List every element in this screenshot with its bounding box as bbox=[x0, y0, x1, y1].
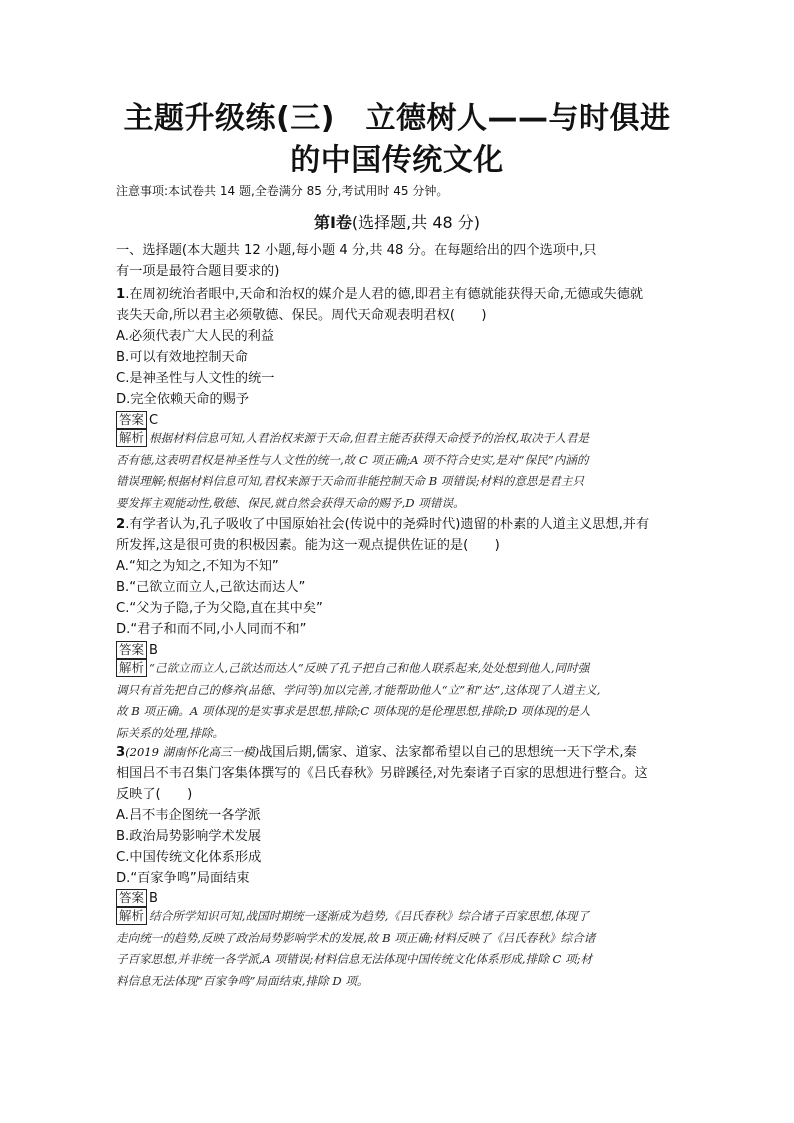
page-title-line-1: 主题升级练(三) 立德树人——与时俱进 bbox=[123, 101, 671, 136]
question-1-option-a: A.必须代表广大人民的利益 bbox=[116, 329, 275, 344]
explanation-text: “己欲立而立人,己欲达而达人”反映了孔子把自己和他人联系起来,处处想到他人,同时强 bbox=[149, 661, 590, 675]
question-1-option-d: D.完全依赖天命的赐予 bbox=[116, 392, 250, 407]
part-heading bbox=[0, 212, 794, 234]
question-1-stem-2: 丧失天命,所以君主必须敬德、保民。周代天命观表明君权( ) bbox=[116, 308, 487, 323]
question-2-option-c: C.“父为子隐,子为父隐,直在其中矣” bbox=[116, 601, 323, 616]
answer-value: B bbox=[149, 643, 158, 658]
page-title-line-2: 的中国传统文化 bbox=[290, 143, 504, 178]
explanation-line: 错误理解;根据材料信息可知,君权来源于天命而非能控制天命 B 项错误;材料的意思是君主只 bbox=[116, 474, 584, 488]
section-intro-line-1: 一、选择题(本大题共 12 小题,每小题 4 分,共 48 分。在每题给出的四个选项中,只 bbox=[116, 243, 597, 258]
question-text: 战国后期,儒家、道家、法家都希望以自己的思想统一天下学术,秦 bbox=[259, 745, 637, 760]
question-number: 1 bbox=[116, 287, 126, 302]
question-text: .在周初统治者眼中,天命和治权的媒介是人君的德,即君主有德就能获得天命,无德或失德就 bbox=[125, 287, 644, 302]
explanation-line bbox=[116, 428, 680, 450]
question-text: .有学者认为,孔子吸收了中国原始社会(传说中的尧舜时代)遗留的朴素的人道主义思想,并有 bbox=[125, 517, 650, 532]
notice: 注意事项:本试卷共 14 题,全卷满分 85 分,考试用时 45 分钟。 bbox=[116, 184, 449, 198]
explain-tag: 解析 bbox=[116, 907, 147, 925]
question-source: (2019 湖南怀化高三一模) bbox=[125, 745, 260, 759]
explanation-line: 要发挥主观能动性,敬德、保民,就自然会获得天命的赐予,D 项错误。 bbox=[116, 495, 465, 510]
question-3-stem-1 bbox=[116, 742, 637, 763]
explanation-line: 故 B 项正确。A 项体现的是实事求是思想,排除;C 项体现的是伦理思想,排除;D 项体现的是人 bbox=[116, 704, 591, 718]
question-3-option-c: C.中国传统文化体系形成 bbox=[116, 850, 262, 865]
part-name: 第Ⅰ卷 bbox=[313, 213, 352, 232]
explanation-line: 走向统一的趋势,反映了政治局势影响学术的发展,故 B 项正确;材料反映了《吕氏春秋》综合诸 bbox=[116, 930, 596, 945]
question-3-stem-3: 反映了( ) bbox=[116, 787, 193, 802]
explanation-line: 子百家思想,并非统一各学派,A 项错误;材料信息无法体现中国传统文化体系形成,排除 C 项;材 bbox=[116, 952, 593, 966]
question-3-explanation bbox=[116, 906, 680, 992]
explanation-text: 结合所学知识可知,战国时期统一逐渐成为趋势,《吕氏春秋》综合诸子百家思想,体现了 bbox=[149, 909, 590, 923]
question-1-option-c: C.是神圣性与人文性的统一 bbox=[116, 371, 275, 386]
question-1-option-b: B.可以有效地控制天命 bbox=[116, 350, 248, 365]
answer-tag: 答案 bbox=[116, 641, 147, 659]
question-2-option-d: D.“君子和而不同,小人同而不和” bbox=[116, 622, 307, 637]
part-desc: (选择题,共 48 分) bbox=[351, 213, 481, 232]
question-3-option-a: A.吕不韦企图统一各学派 bbox=[116, 808, 261, 823]
explanation-line bbox=[116, 658, 680, 680]
answer-value: B bbox=[149, 891, 158, 906]
section-intro-line-2: 有一项是最符合题目要求的) bbox=[116, 264, 280, 279]
question-3-option-b: B.政治局势影响学术发展 bbox=[116, 829, 262, 844]
question-number: 3 bbox=[116, 745, 126, 760]
question-3-stem-2: 相国吕不韦召集门客集体撰写的《吕氏春秋》另辟蹊径,对先秦诸子百家的思想进行整合。这 bbox=[116, 766, 648, 781]
answer-tag: 答案 bbox=[116, 889, 147, 907]
question-3-option-d: D.“百家争鸣”局面结束 bbox=[116, 871, 250, 886]
explanation-line: 否有德,这表明君权是神圣性与人文性的统一,故 C 项正确;A 项不符合史实,是对“保民”内涵的 bbox=[116, 452, 589, 467]
explanation-line: 际关系的处理,排除。 bbox=[116, 725, 225, 740]
answer-tag: 答案 bbox=[116, 411, 147, 429]
question-number: 2 bbox=[116, 517, 126, 532]
question-2-explanation bbox=[116, 658, 680, 744]
answer-value: C bbox=[149, 413, 159, 428]
explanation-line bbox=[116, 906, 680, 928]
question-1-stem-1 bbox=[116, 284, 643, 305]
explanation-line: 调只有首先把自己的修养(品德、学问等)加以完善,才能帮助他人“立”和“达”,这体现了人道主义, bbox=[116, 682, 601, 697]
question-1-explanation bbox=[116, 428, 680, 514]
question-2-stem-1 bbox=[116, 514, 649, 535]
question-2-option-a: A.“知之为知之,不知为不知” bbox=[116, 559, 279, 574]
question-2-stem-2: 所发挥,这是很可贵的积极因素。能为这一观点提供佐证的是( ) bbox=[116, 538, 500, 553]
question-2-option-b: B.“己欲立而立人,己欲达而达人” bbox=[116, 580, 306, 595]
explain-tag: 解析 bbox=[116, 659, 147, 677]
explanation-text: 根据材料信息可知,人君治权来源于天命,但君主能否获得天命授予的治权,取决于人君是 bbox=[149, 431, 590, 445]
explanation-line: 料信息无法体现“百家争鸣”局面结束,排除 D 项。 bbox=[116, 973, 369, 988]
explain-tag: 解析 bbox=[116, 429, 147, 447]
